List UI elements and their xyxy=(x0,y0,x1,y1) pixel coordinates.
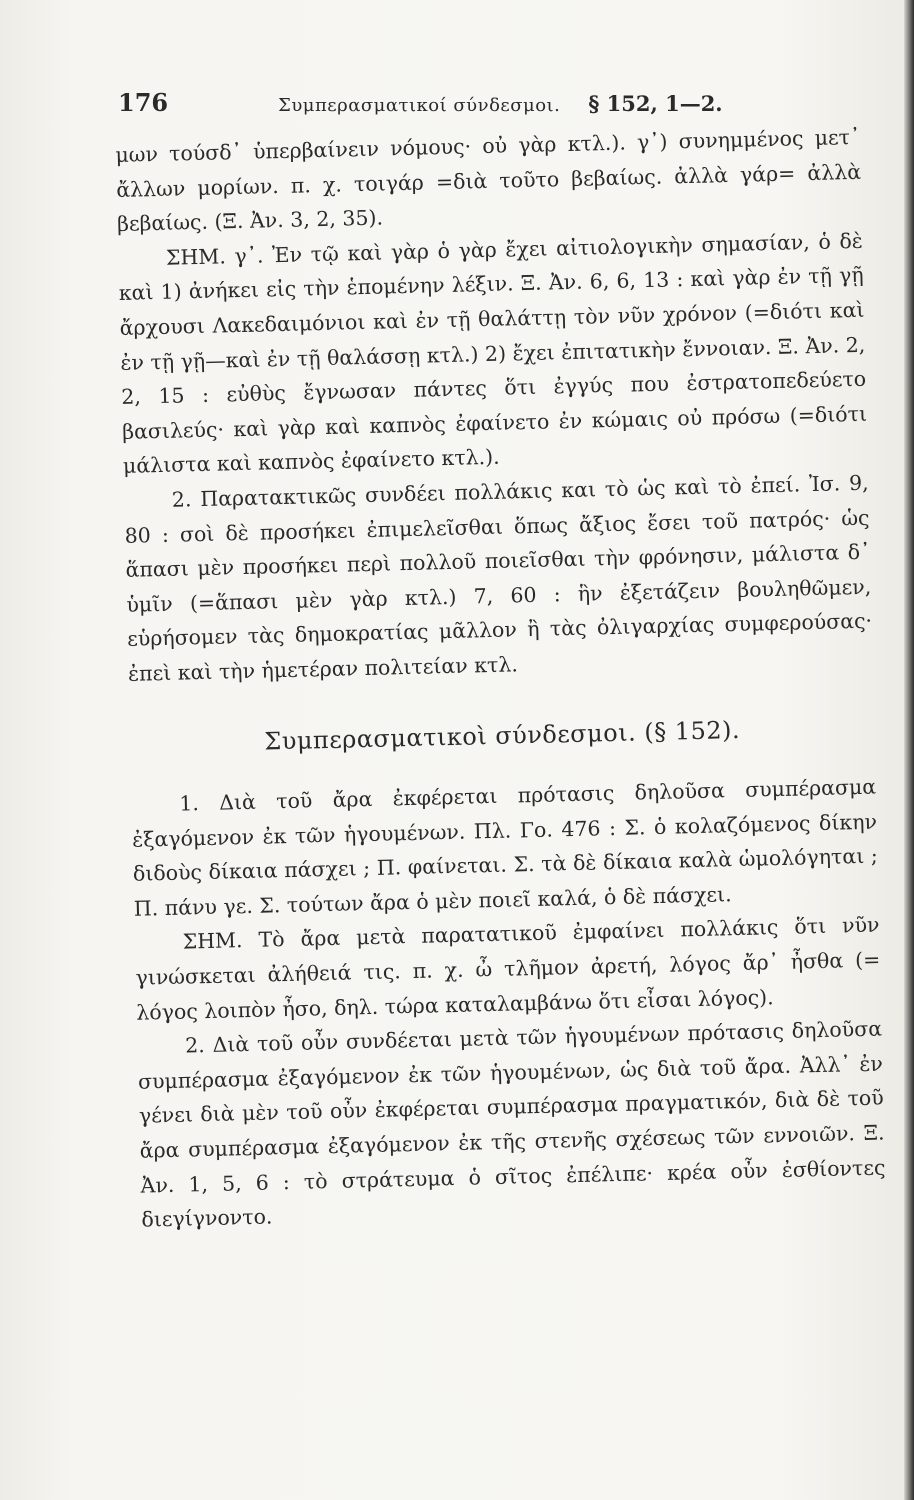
running-title: Συμπερασματικοί σύνδεσμοι. xyxy=(278,95,561,116)
paragraph-note-ara: ΣΗΜ. Τὸ ἄρα μετὰ παρατατικοῦ ἐμφαίνει πολλάκις ὅτι νῦν γινώσκεται ἀλήθειά τις. π. χ. ὦ τλῆμον ἀρετή, λόγος ἄρ᾽ ἦσθα (= λόγος λοιπὸν ἦσο, δηλ. τώρα καταλαμβάνω ὅτι εἶσαι λόγος). xyxy=(135,913,881,1025)
page-body xyxy=(115,120,887,1238)
page-number: 176 xyxy=(118,88,169,117)
paragraph-continuation: μων τούσδ᾽ ὑπερβαίνειν νόμους· οὐ γὰρ κτλ.). γ᾽) συνημμένος μετ᾽ ἄλλων μορίων. π. χ. τοιγάρ =διὰ τοῦτο βεβαίως. ἀλλὰ γάρ= ἀλλὰ βεβαίως. (Ξ. Ἀν. 3, 2, 35). xyxy=(115,124,862,237)
paragraph-2-paratactic: 2. Παρατακτικῶς συνδέει πολλάκις και τὸ ὡς καὶ τὸ ἐπεί. Ἰσ. 9, 80 : σοὶ δὲ προσήκει ἐπιμελεῖσθαι ὅπως ἄξιος ἔσει τοῦ πατρός· ὡς ἅπασι μὲν προσήκει περὶ πολλοῦ ποιεῖσθαι τὴν φρόνησιν, μάλιστα δ᾽ ὑμῖν (=ἅπασι μὲν γὰρ κτλ.) 7, 60 : ἣν ἐξετάζειν βουληθῶμεν, εὑρήσομεν τὰς δημοκρατίας μᾶλλον ἢ τὰς ὀλιγαρχίας συμφερούσας· ἐπεὶ καὶ τὴν ἡμετέραν πολιτείαν κτλ. xyxy=(124,470,873,686)
paragraph-2-oun: 2. Διὰ τοῦ οὖν συνδέεται μετὰ τῶν ἡγουμένων πρότασις δηλοῦσα συμπέρασμα ἐξαγόμενον ἐκ τῶν ἡγουμένων, ὡς διὰ τοῦ ἄρα. Ἀλλ᾽ ἐν γένει διὰ μὲν τοῦ οὖν ἐκφέρεται συμπέρασμα πραγματικόν, διὰ δὲ τοῦ ἄρα συμπέρασμα ἐξαγόμενον ἐκ τῆς στενῆς σχέσεως τῶν εννοιῶν. Ξ. Ἀν. 1, 5, 6 : τὸ στράτευμα ὁ σῖτος ἐπέλιπε· κρέα οὖν ἐσθίοντες διεγίγνοντο. xyxy=(137,1016,886,1232)
paragraph-1-ara: 1. Διὰ τοῦ ἄρα ἐκφέρεται πρότασις δηλοῦσα συμπέρασμα ἐξαγόμενον ἐκ τῶν ἡγουμένων. Πλ. Γο. 476 : Σ. ὁ κολαζόμενος δίκην διδοὺς δίκαια πάσχει ; Π. φαίνεται. Σ. τὰ δὲ δίκαια καλὰ ὡμολόγηται ; Π. πάνυ γε. Σ. τούτων ἄρα ὁ μὲν ποιεῖ καλά, ὁ δὲ πάσχει. xyxy=(131,774,879,921)
page-header xyxy=(118,88,818,128)
paragraph-note-gamma: ΣΗΜ. γ᾽. Ἐν τῷ καὶ γὰρ ὁ γὰρ ἔχει αἰτιολογικὴν σημασίαν, ὁ δὲ καὶ 1) ἀνήκει εἰς τὴν ἑπομένην λέξιν. Ξ. Ἀν. 6, 6, 13 : καὶ γὰρ ἐν τῇ γῇ ἄρχουσι Λακεδαιμόνιοι καὶ ἐν τῇ θαλάττῃ τὸν νῦν χρόνον (=διότι καὶ ἐν τῇ γῇ—καὶ ἐν τῇ θαλάσσῃ κτλ.) 2) ἔχει ἐπιτατικὴν ἔννοιαν. Ξ. Ἀν. 2, 2, 15 : εὐθὺς ἔγνωσαν πάντες ὅτι ἐγγύς που ἐστρατοπεδεύετο βασιλεύς· καὶ γὰρ καὶ καπνὸς ἐφαίνετο ἐν κώμαις οὐ πρόσω (=διότι μάλιστα καὶ καπνὸς ἐφαίνετο κτλ.). xyxy=(118,228,868,479)
section-reference: § 152, 1—2. xyxy=(588,91,723,116)
section-heading: Συμπερασματικοὶ σύνδεσμοι. (§ 152). xyxy=(263,715,741,756)
book-spine-edge xyxy=(904,0,914,1500)
